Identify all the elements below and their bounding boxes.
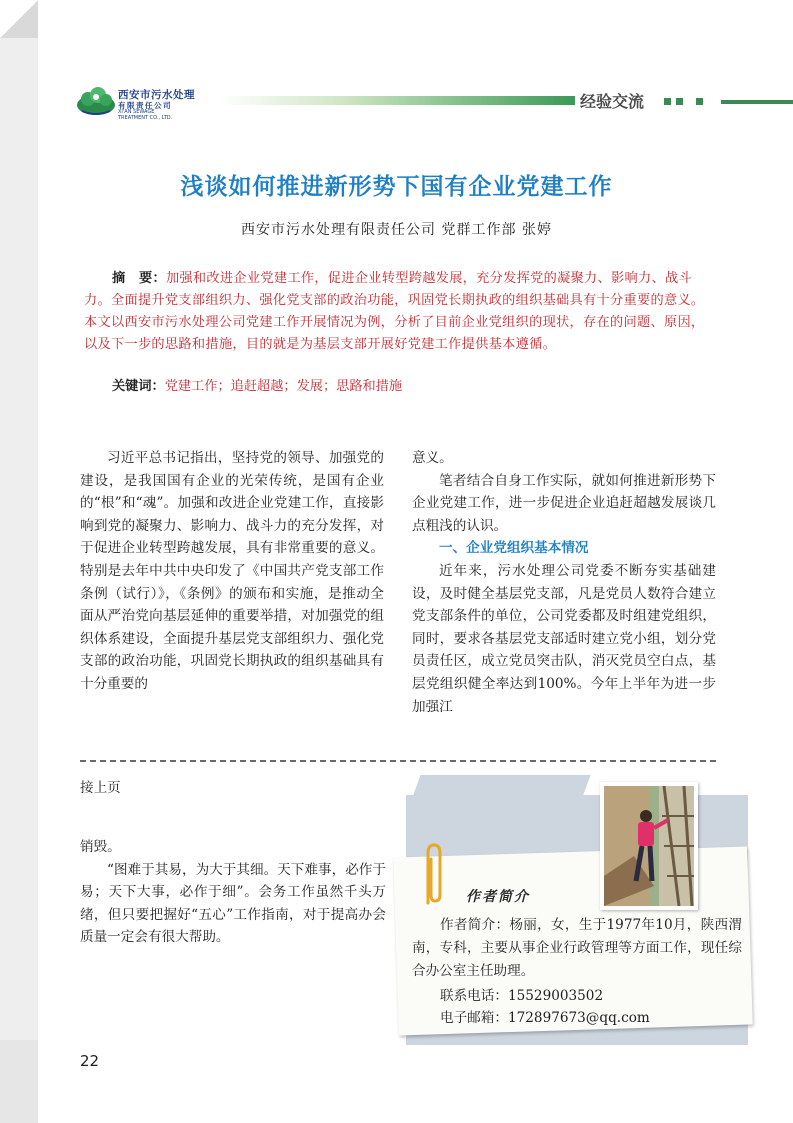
abstract <box>84 268 716 356</box>
logo-english-name <box>118 110 172 121</box>
logo-company-suffix: 有限责任公司 <box>118 101 172 110</box>
logo-english-line2: TREATMENT CO., LTD. <box>118 114 173 121</box>
body-paragraph: 销毁。 <box>80 839 121 855</box>
body-paragraph: 意义。 <box>412 450 453 466</box>
header-gradient-bar <box>220 96 575 105</box>
keywords-label: 关键词： <box>112 379 165 394</box>
cloud-logo-icon <box>76 85 116 119</box>
author-card-heading: 作者简介 <box>466 889 530 905</box>
author-photo <box>600 782 698 910</box>
keywords-text: 党建工作；追赶超越；发展；思路和措施 <box>164 379 403 394</box>
continued-label: 接上页 <box>80 780 121 796</box>
continued-article <box>80 836 386 949</box>
header-square-decoration <box>696 98 703 105</box>
body-paragraph: 习近平总书记指出，坚持党的领导、加强党的建设，是我国国有企业的光荣传统，是国有企业的“根”和“魂”。加强和改进企业党建工作，直接影响到党的凝聚力、影响力、战斗力的充分发挥，对于促进企业转型跨越发展，具有非常重要的意义。特别是去年中共中央印发了《中国共产党支部工作条例（试行）》，《条例》的颁布和实施，是推动全面从严治党向基层延伸的重要举措，对加强党的组织体系建设，全面提升基层党支部组织力、强化党支部的政治功能，巩固党长期执政的组织基础具有十分重要的 <box>80 450 384 692</box>
author-photo-image <box>604 786 694 906</box>
logo-english-line1: XI'AN SEWAGE <box>118 109 155 115</box>
abstract-label: 摘 要： <box>112 271 166 286</box>
author-bio <box>412 914 742 983</box>
author-bio-text: 作者简介：杨丽，女，生于1977年10月，陕西渭南，专科，主要从事企业行政管理等方面工作，现任综合办公室主任助理。 <box>412 917 742 979</box>
body-paragraph: 近年来，污水处理公司党委不断夯实基础建设，及时健全基层党支部，凡是党员人数符合建立党支部条件的单位，公司党委都及时组建党组织，同时，要求各基层党支部适时建立党小组，划分党员责任区，成立党员突击队，消灭党员空白点，基层党组织健全率达到100%。今年上半年为进一步加强江 <box>412 562 716 715</box>
paperclip-icon <box>422 843 446 909</box>
keywords <box>112 376 402 398</box>
article-title: 浅谈如何推进新形势下国有企业党建工作 <box>180 174 613 200</box>
section-title: 经验交流 <box>580 92 645 111</box>
header-square-decoration <box>676 98 683 105</box>
page-number: 22 <box>80 1052 100 1070</box>
body-column-left <box>80 447 384 696</box>
company-logo <box>76 85 206 119</box>
dashed-divider <box>80 760 716 762</box>
section-heading: 一、企业党组织基本情况 <box>439 540 589 557</box>
header-line-decoration <box>721 100 793 104</box>
author-phone: 联系电话：15529003502 <box>440 988 604 1004</box>
header-square-decoration <box>664 98 671 105</box>
logo-company-name: 西安市污水处理 <box>118 89 195 101</box>
author-email: 电子邮箱：172897673@qq.com <box>440 1010 650 1026</box>
body-column-right <box>412 447 716 718</box>
body-paragraph: “图难于其易，为大于其细。天下难事，必作于易；天下大事，必作于细”。会务工作虽然千头万绪，但只要把握好“五心”工作指南，对于提高办会质量一定会有很大帮助。 <box>80 861 386 946</box>
body-paragraph: 笔者结合自身工作实际，就如何推进新形势下企业党建工作，进一步促进企业追赶超越发展谈几点粗浅的认识。 <box>412 472 716 534</box>
article-byline: 西安市污水处理有限责任公司 党群工作部 张婷 <box>241 222 552 238</box>
page-corner-fold <box>0 0 38 38</box>
abstract-text: 加强和改进企业党建工作，促进企业转型跨越发展，充分发挥党的凝聚力、影响力、战斗力。全面提升党支部组织力、强化党支部的政治功能，巩固党长期执政的组织基础具有十分重要的意义。本文以西安市污水处理公司党建工作开展情况为例，分析了目前企业党组织的现状，存在的问题、原因，以及下一步的思路和措施，目的就是为基层支部开展好党建工作提供基本遵循。 <box>84 271 705 352</box>
